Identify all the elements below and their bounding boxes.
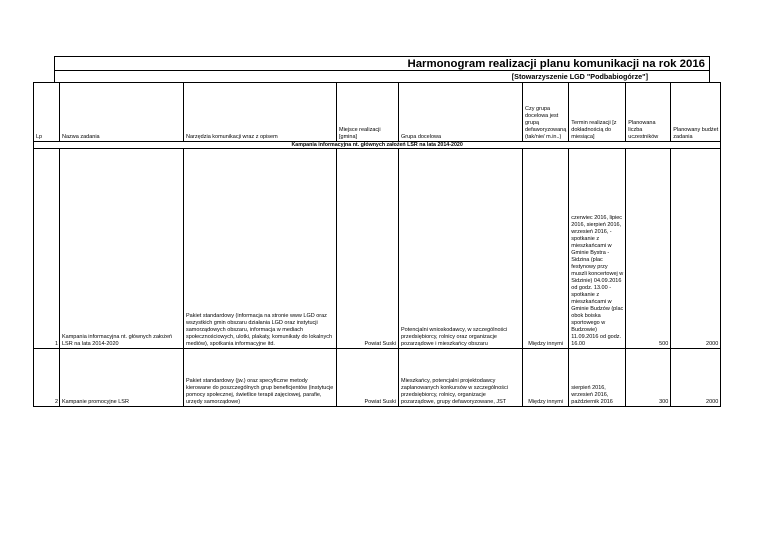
cell-miejsce: Powiat Suski xyxy=(337,149,399,349)
header-czy-grupa: Czy grupa docelowa jest grupą defaworyzowaną (tak/nie/ m.in..) xyxy=(523,83,569,142)
cell-planowana: 500 xyxy=(626,149,671,349)
header-lp: Lp xyxy=(34,83,60,142)
cell-budzet: 2000 xyxy=(671,149,721,349)
cell-czy-grupa: Między innymi xyxy=(523,349,569,407)
cell-lp: 2 xyxy=(34,349,60,407)
header-miejsce: Miejsce realizacji [gmina] xyxy=(337,83,399,142)
cell-budzet: 2000 xyxy=(671,349,721,407)
section-band: Kampania informacyjna nt. głównych założeń LSR na lata 2014-2020 xyxy=(34,142,721,149)
document-subtitle: [Stowarzyszenie LGD "Podbabiogórze"] xyxy=(54,70,710,82)
header-row xyxy=(34,83,721,142)
cell-miejsce: Powiat Suski xyxy=(337,349,399,407)
cell-grupa: Mieszkańcy, potencjalni projektodawcy zaplanowanych konkursów w szczególności przedsiębiorcy, rolnicy, organizacje pozarządowe, grupy defaworyzowane, JST xyxy=(399,349,523,407)
document-title: Harmonogram realizacji planu komunikacji na rok 2016 xyxy=(54,56,710,70)
cell-grupa: Potencjalni wnioskodawcy, w szczególności przedsiębiorcy, rolnicy oraz organizacje pozarządowe i mieszkańcy obszaru xyxy=(399,149,523,349)
cell-nazwa: Kampania informacyjna nt. głównych założeń LSR na lata 2014-2020 xyxy=(60,149,184,349)
cell-nazwa: Kampanie promocyjne LSR xyxy=(60,349,184,407)
cell-narzedzia: Pakiet standardowy (informacja na stronie www LGD oraz wszystkich gmin obszaru działania LGD oraz instytucji samorządowych obszaru, informacja w mediach społecznościowych, ulotki, plakaty, komunikaty do lokalnych mediów), spotkania informacyjne itd. xyxy=(184,149,337,349)
table-row xyxy=(34,349,721,407)
header-nazwa: Nazwa zadania xyxy=(60,83,184,142)
cell-narzedzia: Pakiet standardowy (jw.) oraz specyficzne metody kierowane do poszczególnych grup beneficjentów (instytucje pomocy społecznej, świetlice terapii zajęciowej, parafie, urzędy samorządowe) xyxy=(184,349,337,407)
header-narzedzia: Narzędzia komunikacji wraz z opisem xyxy=(184,83,337,142)
cell-czy-grupa: Między innymi xyxy=(523,149,569,349)
section-band-row xyxy=(34,142,721,149)
header-planowana: Planowana liczba uczestników xyxy=(626,83,671,142)
header-grupa: Grupa docelowa xyxy=(399,83,523,142)
cell-termin: sierpień 2016, wrzesień 2016, październik 2016 xyxy=(569,349,626,407)
cell-lp: 1 xyxy=(34,149,60,349)
cell-termin: czerwiec 2016, lipiec 2016, sierpień 2016, wrzesień 2016, - spotkanie z mieszkańcami w Gminie Bystra - Sidzina (plac festynowy przy muszli koncertowej w Sidzinie) 04.09.2016 od godz. 13.00 -spotkanie z mieszkańcami w Gminie Budzów (plac obok boiska sportowego w Budzowie) 11.09.2016 od godz. 16.00 xyxy=(569,149,626,349)
cell-planowana: 300 xyxy=(626,349,671,407)
schedule-table xyxy=(33,82,721,407)
header-termin: Termin realizacji [z dokładnością do miesiąca] xyxy=(569,83,626,142)
header-budzet: Planowany budżet zadania xyxy=(671,83,721,142)
table-row xyxy=(34,149,721,349)
